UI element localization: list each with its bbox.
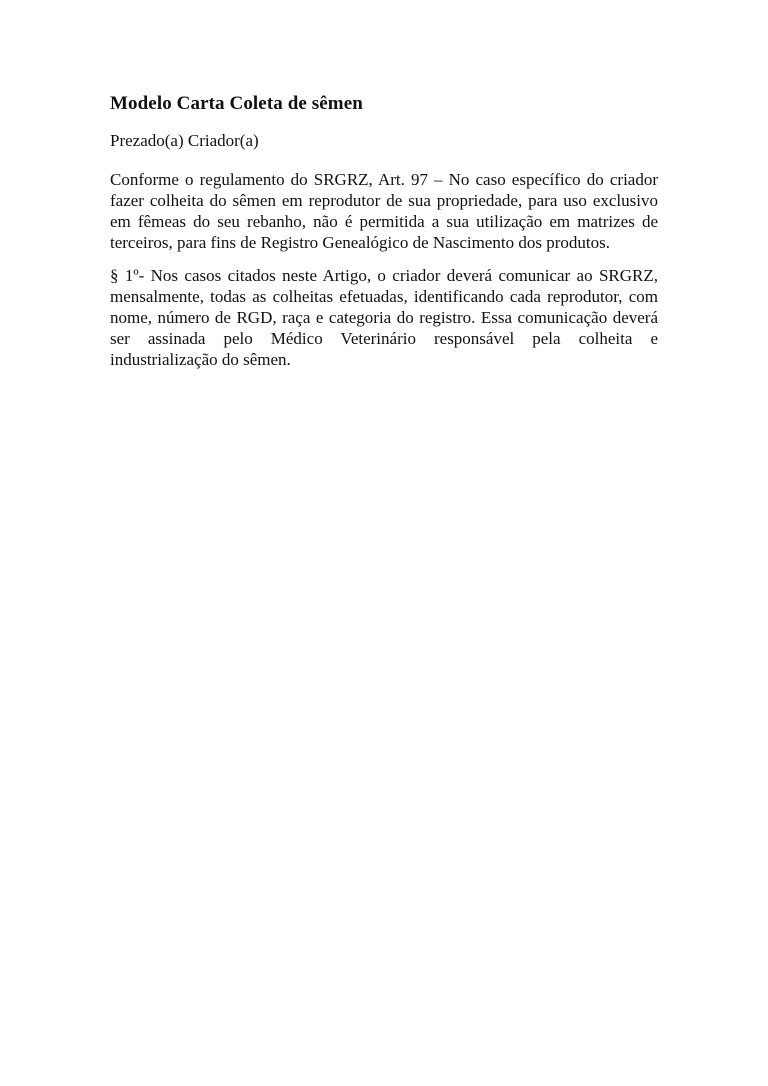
paragraph-art-97: Conforme o regulamento do SRGRZ, Art. 97 – No caso específico do criador fazer colheita do sêmen em reprodutor de sua propriedade, para uso exclusivo em fêmeas do seu rebanho, não é permitida a sua utilização em matrizes de terceiros, para fins de Registro Genealógico de Nascimento dos produtos. — [110, 170, 658, 252]
document-page — [110, 92, 658, 370]
document-title: Modelo Carta Coleta de sêmen — [110, 93, 363, 114]
paragraph-section-1: § 1º- Nos casos citados neste Artigo, o criador deverá comunicar ao SRGRZ, mensalmente, todas as colheitas efetuadas, identificando cada reprodutor, com nome, número de RGD, raça e categoria do registro. Essa comunicação deverá ser assinada pelo Médico Veterinário responsável pela colheita e industrialização do sêmen. — [110, 266, 658, 369]
greeting: Prezado(a) Criador(a) — [110, 131, 259, 150]
